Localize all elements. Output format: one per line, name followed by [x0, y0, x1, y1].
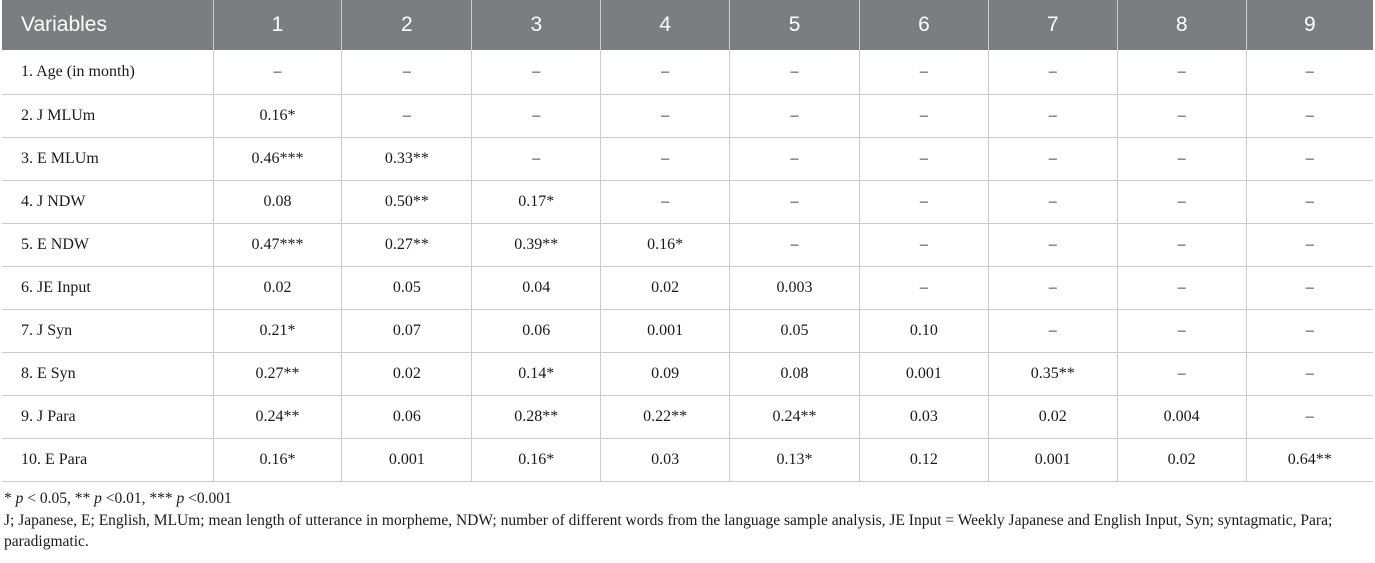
table-footnotes — [4, 488, 1372, 553]
correlation-cell: 0.02 — [1117, 439, 1246, 482]
header-variables: Variables — [2, 0, 213, 50]
correlation-cell: – — [1246, 267, 1373, 310]
correlation-cell: – — [859, 138, 988, 181]
table-row — [2, 310, 1373, 353]
correlation-cell: – — [1246, 138, 1373, 181]
correlation-cell: 0.03 — [859, 396, 988, 439]
correlation-cell: 0.08 — [730, 353, 860, 396]
correlation-cell: 0.16* — [472, 439, 601, 482]
correlation-cell: – — [1246, 310, 1373, 353]
correlation-cell: – — [988, 310, 1117, 353]
correlation-cell: – — [988, 95, 1117, 138]
correlation-cell: 0.16* — [601, 224, 730, 267]
row-variable-label: 3. E MLUm — [2, 138, 213, 181]
correlation-cell: – — [988, 224, 1117, 267]
table-row — [2, 95, 1373, 138]
correlation-cell: 0.05 — [730, 310, 860, 353]
correlation-cell: 0.09 — [601, 353, 730, 396]
correlation-cell: 0.24** — [213, 396, 342, 439]
correlation-cell: – — [342, 50, 472, 95]
correlation-cell: – — [988, 181, 1117, 224]
correlation-cell: – — [342, 95, 472, 138]
correlation-cell: 0.001 — [601, 310, 730, 353]
table-row — [2, 138, 1373, 181]
correlation-cell: 0.16* — [213, 95, 342, 138]
table-row — [2, 50, 1373, 95]
row-variable-label: 4. J NDW — [2, 181, 213, 224]
correlation-cell: – — [730, 224, 860, 267]
correlation-cell: 0.02 — [342, 353, 472, 396]
correlation-cell: – — [730, 50, 860, 95]
row-variable-label: 8. E Syn — [2, 353, 213, 396]
correlation-cell: – — [1246, 95, 1373, 138]
correlation-cell: – — [601, 50, 730, 95]
abbreviations-note: J; Japanese, E; English, MLUm; mean length of utterance in morpheme, NDW; number of different words from the language sample analysis, JE Input = Weekly Japanese and English Input, Syn; syntagmatic, Para; paradigmatic. — [4, 511, 1333, 550]
correlation-cell: – — [1246, 224, 1373, 267]
header-col-9: 9 — [1246, 0, 1373, 50]
correlation-cell: – — [472, 95, 601, 138]
correlation-cell: – — [859, 95, 988, 138]
table-row — [2, 396, 1373, 439]
correlation-cell: 0.06 — [472, 310, 601, 353]
correlation-cell: – — [730, 138, 860, 181]
correlation-cell: – — [988, 138, 1117, 181]
table-row — [2, 439, 1373, 482]
correlation-cell: – — [988, 50, 1117, 95]
header-col-6: 6 — [859, 0, 988, 50]
correlation-cell: – — [1117, 50, 1246, 95]
correlation-cell: 0.21* — [213, 310, 342, 353]
correlation-cell: – — [1246, 181, 1373, 224]
correlation-cell: 0.10 — [859, 310, 988, 353]
correlation-cell: 0.50** — [342, 181, 472, 224]
correlation-cell: 0.004 — [1117, 396, 1246, 439]
correlation-cell: 0.02 — [601, 267, 730, 310]
correlation-cell: – — [1117, 181, 1246, 224]
correlation-cell: – — [988, 267, 1117, 310]
row-variable-label: 1. Age (in month) — [2, 50, 213, 95]
header-col-4: 4 — [601, 0, 730, 50]
correlation-cell: – — [601, 95, 730, 138]
correlation-cell: – — [1117, 138, 1246, 181]
correlation-cell: 0.46*** — [213, 138, 342, 181]
correlation-cell: 0.07 — [342, 310, 472, 353]
correlation-cell: 0.001 — [342, 439, 472, 482]
correlation-cell: – — [472, 50, 601, 95]
row-variable-label: 5. E NDW — [2, 224, 213, 267]
header-row — [2, 0, 1373, 50]
correlation-cell: – — [1246, 396, 1373, 439]
row-variable-label: 10. E Para — [2, 439, 213, 482]
header-col-1: 1 — [213, 0, 342, 50]
correlation-cell: – — [1117, 267, 1246, 310]
significance-note: * p < 0.05, ** p <0.01, *** p <0.001 — [4, 490, 232, 507]
table-row — [2, 267, 1373, 310]
correlation-cell: 0.47*** — [213, 224, 342, 267]
correlation-cell: – — [1246, 353, 1373, 396]
correlation-cell: – — [730, 95, 860, 138]
correlation-cell: 0.33** — [342, 138, 472, 181]
correlation-cell: – — [213, 50, 342, 95]
correlation-cell: – — [730, 181, 860, 224]
correlation-cell: – — [859, 224, 988, 267]
correlation-cell: 0.02 — [988, 396, 1117, 439]
correlation-cell: 0.03 — [601, 439, 730, 482]
correlation-cell: – — [859, 50, 988, 95]
correlation-cell: – — [859, 267, 988, 310]
header-col-5: 5 — [730, 0, 860, 50]
correlation-cell: – — [859, 181, 988, 224]
correlation-cell: – — [472, 138, 601, 181]
correlation-cell: – — [1117, 353, 1246, 396]
row-variable-label: 6. JE Input — [2, 267, 213, 310]
correlation-cell: 0.17* — [472, 181, 601, 224]
correlation-cell: 0.13* — [730, 439, 860, 482]
correlation-cell: 0.16* — [213, 439, 342, 482]
correlation-cell: 0.24** — [730, 396, 860, 439]
correlation-cell: 0.35** — [988, 353, 1117, 396]
row-variable-label: 2. J MLUm — [2, 95, 213, 138]
correlation-cell: 0.14* — [472, 353, 601, 396]
table-row — [2, 181, 1373, 224]
correlation-cell: 0.001 — [859, 353, 988, 396]
correlation-table — [2, 0, 1373, 482]
correlation-cell: 0.08 — [213, 181, 342, 224]
correlation-cell: – — [1246, 50, 1373, 95]
correlation-cell: 0.28** — [472, 396, 601, 439]
correlation-cell: – — [1117, 224, 1246, 267]
correlation-cell: – — [601, 181, 730, 224]
correlation-cell: – — [1117, 310, 1246, 353]
row-variable-label: 7. J Syn — [2, 310, 213, 353]
header-col-3: 3 — [472, 0, 601, 50]
correlation-cell: 0.05 — [342, 267, 472, 310]
header-col-8: 8 — [1117, 0, 1246, 50]
correlation-cell: 0.64** — [1246, 439, 1373, 482]
correlation-cell: 0.12 — [859, 439, 988, 482]
row-variable-label: 9. J Para — [2, 396, 213, 439]
correlation-table-container — [2, 0, 1373, 482]
table-body — [2, 50, 1373, 482]
table-row — [2, 224, 1373, 267]
correlation-cell: 0.27** — [213, 353, 342, 396]
correlation-cell: 0.02 — [213, 267, 342, 310]
table-row — [2, 353, 1373, 396]
correlation-cell: 0.06 — [342, 396, 472, 439]
correlation-cell: – — [601, 138, 730, 181]
correlation-cell: 0.001 — [988, 439, 1117, 482]
correlation-cell: 0.003 — [730, 267, 860, 310]
correlation-cell: 0.39** — [472, 224, 601, 267]
header-col-2: 2 — [342, 0, 472, 50]
correlation-cell: 0.04 — [472, 267, 601, 310]
correlation-cell: 0.22** — [601, 396, 730, 439]
correlation-cell: – — [1117, 95, 1246, 138]
correlation-cell: 0.27** — [342, 224, 472, 267]
header-col-7: 7 — [988, 0, 1117, 50]
